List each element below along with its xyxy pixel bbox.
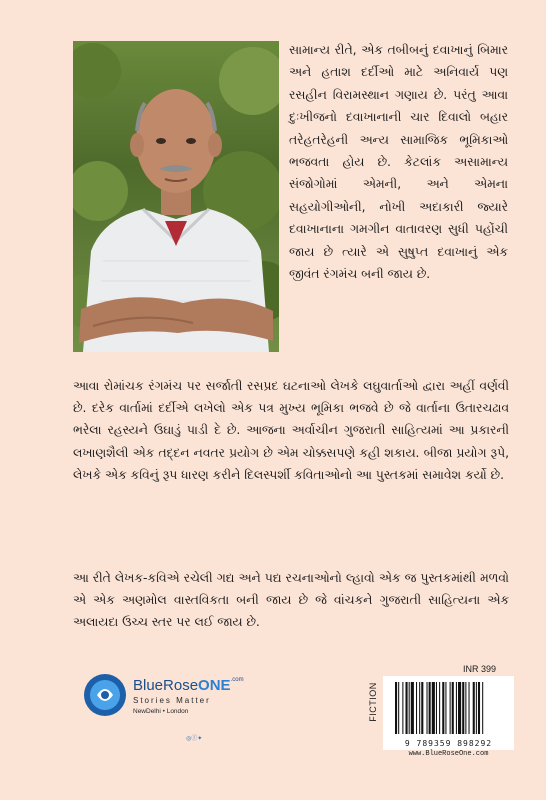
description-paragraph-1: આવા રોમાંચક રંગમંચ પર સર્જાતી રસપ્રદ ઘટનાઓ લેખકે લઘુવાર્તાઓ દ્વારા અહીં વર્ણવી છે. દરેક વાર્તામાં દર્દીએ લખેલો એક પત્ર મુખ્ય ભૂમિકા ભજવે છે જે વાર્તાના ઉતારચઢાવ ભરેલા રહસ્યને ઉઘાડું પાડી દે છે. આજના અર્વાચીન ગુજરાતી સાહિત્યમાં આ પ્રકારની લખાણશૈલી એક તદ્દન નવતર પ્રયોગ છે એમ ચોક્કસપણે કહી શકાય. બીજા પ્રયોગ રૂપે, લેખકે એક કવિનું રૂપ ધારણ કરીને દિલસ્પર્શી કવિતાઓનો આ પુસ્તકમાં સમાવેશ કર્યો છે. — [73, 379, 509, 482]
price-label: INR 399 — [463, 664, 497, 674]
publisher-cities: NewDelhi • London — [133, 708, 189, 715]
publisher-tagline: Stories Matter — [133, 696, 211, 705]
author-photo — [73, 41, 279, 352]
description-paragraph-2: આ રીતે લેખક-કવિએ રચેલી ગદ્ય અને પદ્ય રચનાઓનો લ્હાવો એક જ પુસ્તકમાંથી મળવો એ એક અણમોલ વાસ્તવિકતા બની જાય છે જે વાંચકને ગુજરાતી સાહિત્યના એક અલાયદા ઉચ્ચ સ્તર પર લઈ જાય છે. — [73, 571, 509, 630]
publisher-name: BlueRoseONE$^{.com}$ — [133, 677, 244, 694]
publisher-website: www.BlueRoseOne.com — [408, 750, 489, 758]
social-media-icons: ◎ⓕ✦ — [186, 735, 203, 742]
genre-label: FICTION — [368, 682, 378, 722]
barcode-bars — [383, 676, 514, 738]
intro-text: સામાન્ય રીતે, એક તબીબનું દવાખાનું બિમાર અને હતાશ દર્દીઓ માટે અનિવાર્ય પણ રસહીન વિરામસ્થાન ગણાય છે. પરંતુ આવા દુઃખીજનો દવાખાનાની ચાર દિવાલો બહાર તરેહતરેહની અન્ય સામાજિક ભૂમિકાઓ ભજવતા હોય છે. કેટલાંક અસામાન્ય સંજોગોમાં એમની, અને એમના સહયોગીઓની, નોખી અદાકારી જ્યારે દવાખાનાના ગમગીન વાતાવરણ સુધી પહોંચી જાય છે ત્યારે એ સુષુપ્ત દવાખાનું એક જીવંત રંગમંચ બની જાય છે. — [289, 43, 508, 282]
bluerose-logo-icon — [83, 673, 127, 717]
isbn-number: 9 789359 898292 — [404, 739, 493, 748]
publisher-logo-block — [83, 673, 283, 743]
isbn-barcode — [383, 676, 514, 750]
